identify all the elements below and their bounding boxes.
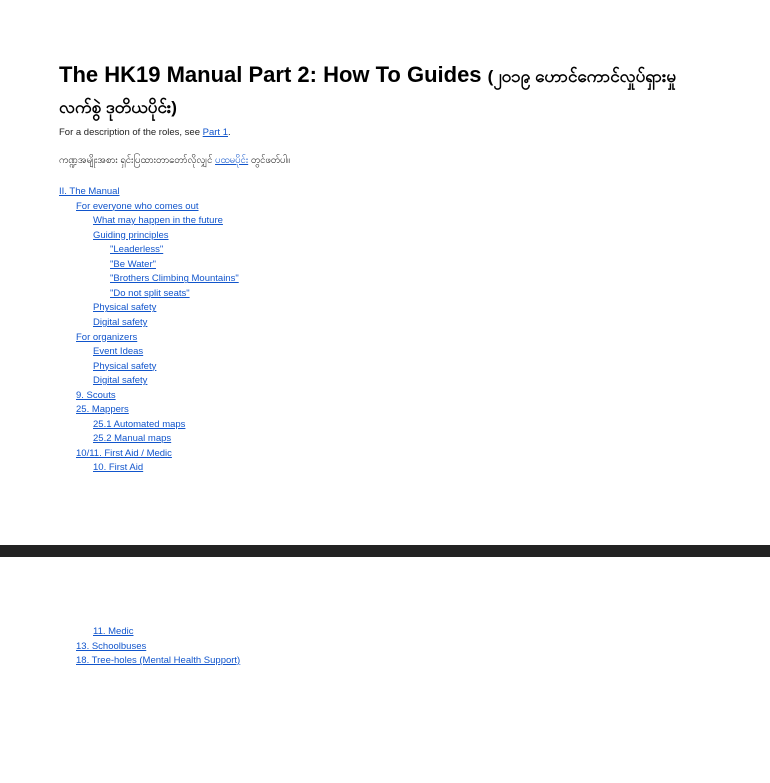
roles-description	[59, 127, 231, 138]
title-burmese: (၂၀၁၉ ဟောင်ကောင်လှုပ်ရှားမှု လက်စွဲ ဒုတိယပိုင်း)	[59, 67, 677, 117]
toc-link[interactable]: 25. Mappers	[76, 404, 129, 416]
toc-link[interactable]: II. The Manual	[59, 186, 120, 197]
toc-entry	[93, 361, 156, 373]
title-english: The HK19 Manual Part 2: How To Guides	[59, 62, 482, 87]
toc-link[interactable]: For everyone who comes out	[76, 200, 199, 212]
toc-entry	[93, 375, 147, 387]
roles-burmese-prefix: ကဏ္ဍအမျိုးအစား ရှင်းပြထားတာတော်လိုလျှင်	[59, 155, 213, 166]
toc-entry	[76, 404, 129, 416]
toc-entry	[76, 641, 146, 653]
document-title	[59, 60, 719, 122]
toc-entry	[93, 215, 223, 227]
toc-link[interactable]: 25.1 Automated maps	[93, 418, 186, 430]
toc-link[interactable]: Digital safety	[93, 316, 148, 328]
toc-entry	[93, 230, 169, 242]
toc-entry	[93, 317, 147, 329]
toc-entry	[76, 201, 199, 213]
toc-link[interactable]: "Leaderless"	[110, 244, 164, 256]
toc-link[interactable]: 25.2 Manual maps	[93, 433, 172, 445]
toc-entry	[93, 626, 133, 638]
toc-entry	[93, 346, 143, 358]
roles-description-suffix: .	[228, 127, 231, 138]
toc-link[interactable]: "Brothers Climbing Mountains"	[110, 273, 239, 285]
toc-entry	[110, 244, 163, 256]
toc-entry	[76, 448, 172, 460]
toc-link[interactable]: Digital safety	[93, 375, 148, 387]
toc-link[interactable]: 9. Scouts	[76, 389, 116, 401]
toc-link[interactable]: 10/11. First Aid / Medic	[76, 447, 172, 459]
toc-entry	[110, 288, 190, 300]
document-page-2	[0, 557, 770, 783]
toc-entry	[110, 259, 156, 271]
part1-link[interactable]: Part 1	[202, 127, 228, 138]
toc-link[interactable]: "Do not split seats"	[110, 287, 190, 299]
page-separator	[0, 545, 770, 557]
toc-entry	[76, 655, 240, 667]
toc-link[interactable]: Physical safety	[93, 360, 157, 372]
toc-entry	[59, 186, 120, 198]
toc-entry	[93, 302, 156, 314]
toc-entry	[76, 390, 116, 402]
toc-entry	[93, 433, 171, 445]
toc-entry	[93, 419, 185, 431]
toc-link[interactable]: Guiding principles	[93, 229, 169, 241]
toc-entry	[93, 462, 143, 474]
roles-burmese-suffix: တွင်ဖတ်ပါ။	[250, 155, 290, 166]
toc-link[interactable]: What may happen in the future	[93, 215, 223, 227]
roles-description-burmese	[59, 154, 290, 168]
toc-link[interactable]: For organizers	[76, 331, 138, 343]
toc-link[interactable]: 10. First Aid	[93, 462, 144, 474]
toc-entry	[76, 332, 137, 344]
toc-link[interactable]: 11. Medic	[93, 626, 134, 637]
roles-description-prefix: For a description of the roles, see	[59, 127, 200, 138]
part1-link-burmese[interactable]: ပထမပိုင်း	[215, 155, 249, 166]
toc-link[interactable]: 18. Tree-holes (Mental Health Support)	[76, 655, 241, 666]
toc-entry	[110, 273, 239, 285]
toc-link[interactable]: "Be Water"	[110, 258, 156, 270]
toc-link[interactable]: Event Ideas	[93, 346, 144, 358]
toc-link[interactable]: 13. Schoolbuses	[76, 640, 147, 652]
toc-link[interactable]: Physical safety	[93, 302, 157, 314]
